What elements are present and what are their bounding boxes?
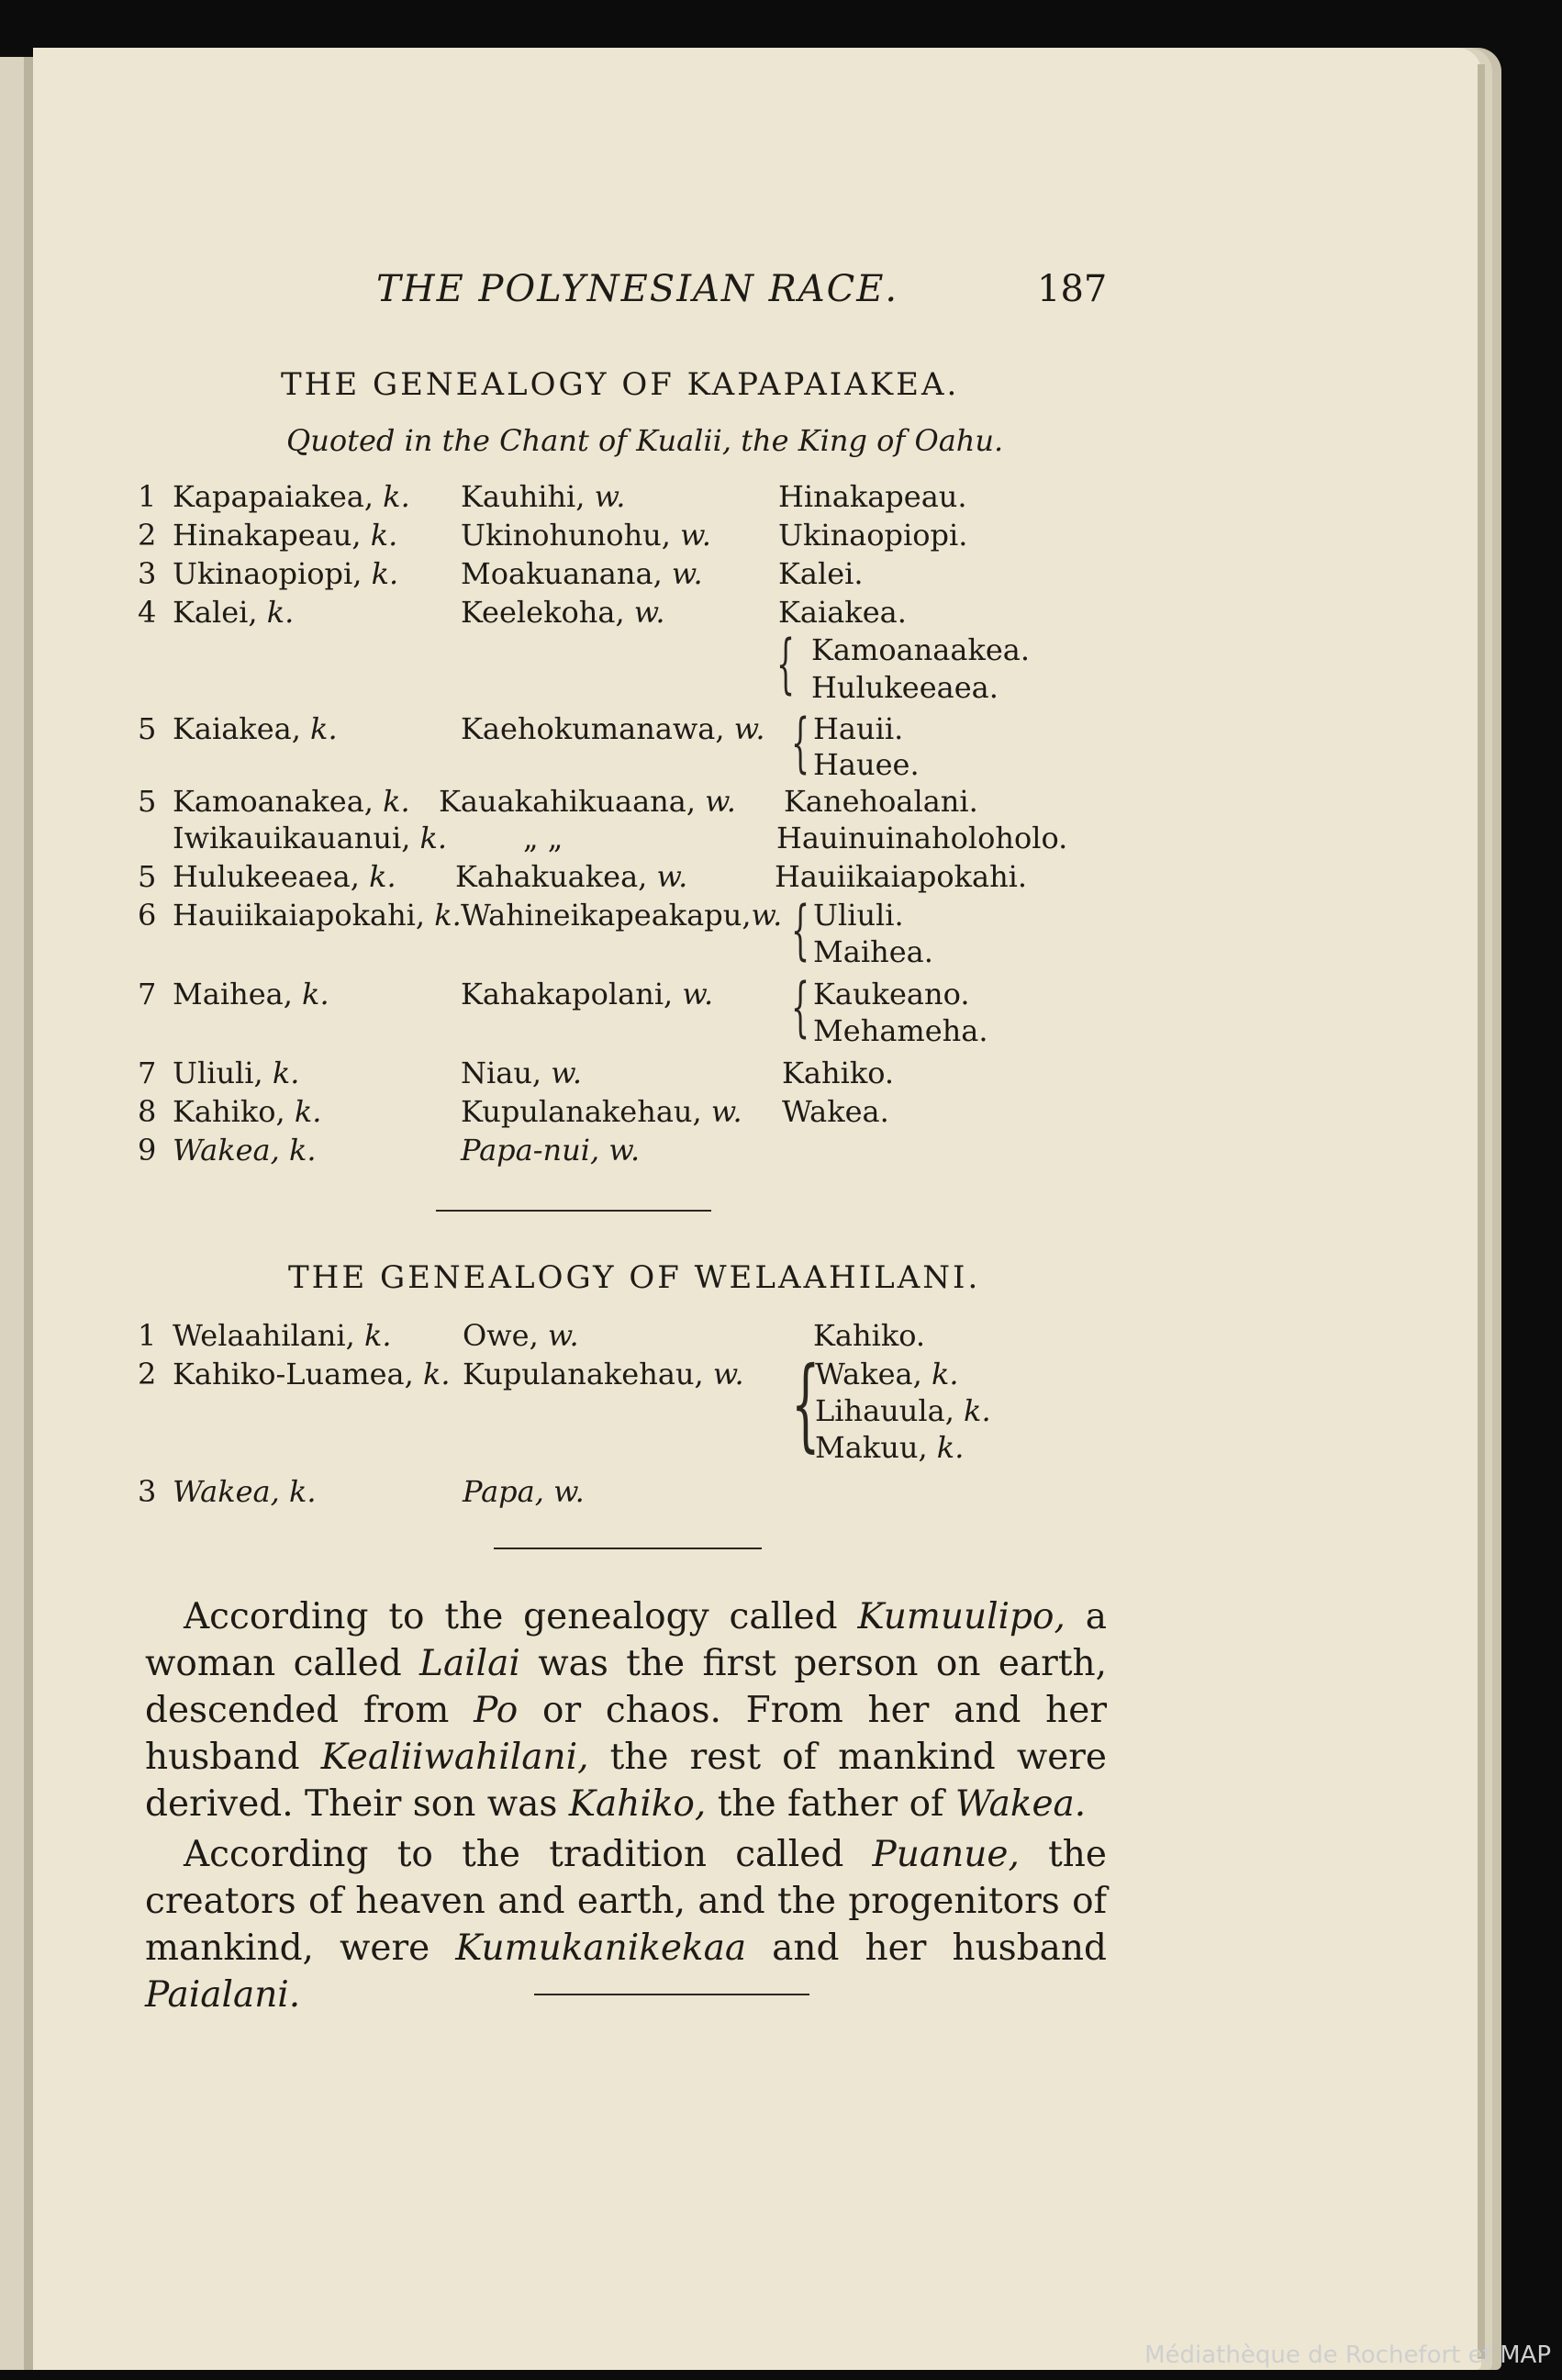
wife-cell: Moakuanana, w. (461, 556, 703, 591)
brace-icon: { (776, 626, 796, 701)
children-cell: Hauiikaiapokahi. (775, 859, 1028, 894)
body-text (145, 1593, 1107, 2018)
children-cell: Kahiko. (813, 1318, 926, 1353)
wife-cell: Wahineikapeakapu,w. (461, 898, 783, 933)
divider (436, 1210, 711, 1212)
table-row: 8 Kahiko, k. (138, 1094, 322, 1129)
children-cell: Hauinuinaholoholo. (776, 821, 1068, 855)
divider (494, 1548, 762, 1549)
table-row: 1 Kapapaiakea, k. (138, 479, 410, 514)
running-title: THE POLYNESIAN RACE. (376, 268, 899, 310)
children-cell: Kalei. (778, 556, 864, 591)
table-row: 7 Uliuli, k. (138, 1056, 300, 1090)
children-cell: Lihauula, k. (815, 1393, 991, 1428)
children-cell: Hauii. (813, 711, 904, 746)
children-cell: Kaiakea. (778, 595, 907, 630)
table-row: 4 Kalei, k. (138, 595, 295, 630)
children-cell: Hauee. (813, 747, 920, 782)
page-number: 187 (1037, 268, 1108, 310)
wife-cell: Ukinohunohu, w. (461, 518, 711, 553)
brace-icon: { (791, 1345, 820, 1462)
wife-cell: Papa-nui, w. (461, 1133, 641, 1168)
ditto-marks: „ „ (523, 821, 563, 855)
children-cell: Kamoanaakea. (811, 632, 1031, 667)
brace-icon: { (791, 705, 810, 780)
children-cell: Kahiko. (782, 1056, 895, 1090)
table-row: 3 Ukinaopiopi, k. (138, 556, 399, 591)
children-cell: Uliuli. (813, 898, 904, 933)
wife-cell: Keelekoha, w. (461, 595, 665, 630)
children-cell: Mehameha. (813, 1013, 988, 1048)
wife-cell: Kauakahikuaana, w. (439, 784, 736, 819)
children-cell: Hulukeeaea. (811, 670, 999, 705)
table-row: 5 Kaiakea, k. (138, 711, 338, 746)
wife-cell: Kupulanakehau, w. (463, 1357, 744, 1391)
table-row: 3 Wakea, k. (138, 1474, 317, 1509)
children-cell: Wakea, k. (815, 1357, 959, 1391)
divider (534, 1994, 809, 1995)
page-stack-edge (1478, 64, 1485, 2359)
children-cell: Maihea. (813, 934, 933, 969)
wife-cell: Kahakapolani, w. (461, 977, 714, 1011)
table-row: 1 Welaahilani, k. (138, 1318, 392, 1353)
wife-cell: Papa, w. (463, 1474, 585, 1509)
children-cell: Kanehoalani. (784, 784, 978, 819)
children-cell: Makuu, k. (815, 1430, 965, 1465)
table-row: 2 Hinakapeau, k. (138, 518, 398, 553)
wife-cell: Kaehokumanawa, w. (461, 711, 765, 746)
children-cell: Ukinaopiopi. (778, 518, 968, 553)
table-row: 7 Maihea, k. (138, 977, 329, 1011)
genealogy-kapapaiakea-subtitle: Quoted in the Chant of Kualii, the King of Oahu. (286, 423, 1004, 458)
table-row: 5 Kamoanakea, k. (138, 784, 410, 819)
table-row: 6 Hauiikaiapokahi, k. (138, 898, 462, 933)
paragraph-kumuulipo: According to the genealogy called Kumuulipo, a woman called Lailai was the first person on earth, descended from Po or chaos. From her and her husband Kealiiwahilani, the rest of mankind were derived. Their son was Kahiko, the father of Wakea. (145, 1596, 1108, 1825)
paragraph-puanue: According to the tradition called Puanue, the creators of heaven and earth, and the progenitors of mankind, were Kumukanikekaa and her husband Paialani. (145, 1834, 1107, 2016)
brace-icon: { (791, 892, 810, 967)
wife-cell: Owe, w. (463, 1318, 579, 1353)
wife-cell: Niau, w. (461, 1056, 583, 1090)
wife-cell: Kauhihi, w. (461, 479, 626, 514)
table-row: 5 Hulukeeaea, k. (138, 859, 396, 894)
table-row: 2 Kahiko-Luamea, k. (138, 1357, 451, 1391)
wife-cell: Kupulanakehau, w. (461, 1094, 742, 1129)
brace-icon: { (791, 969, 810, 1045)
table-row: Iwikauikauanui, k. (173, 821, 448, 855)
children-cell: Kaukeano. (813, 977, 970, 1011)
table-row: 9 Wakea, k. (138, 1133, 317, 1168)
genealogy-kapapaiakea-title: THE GENEALOGY OF KAPAPAIAKEA. (281, 366, 960, 403)
children-cell: Hinakapeau. (778, 479, 967, 514)
wife-cell: Kahakuakea, w. (455, 859, 688, 894)
image-credit: Médiathèque de Rochefort et MAP (1144, 2341, 1551, 2369)
genealogy-welaahilani-title: THE GENEALOGY OF WELAAHILANI. (288, 1259, 981, 1296)
children-cell: Wakea. (782, 1094, 889, 1129)
